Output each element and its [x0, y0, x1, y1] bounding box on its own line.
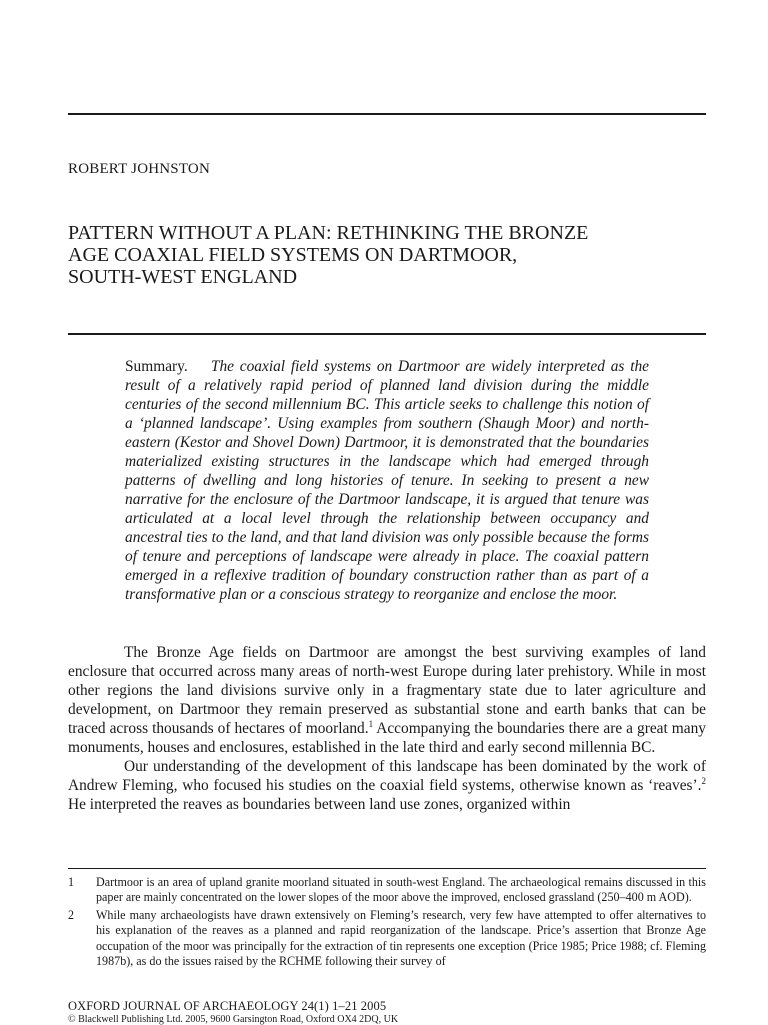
- body-text-run: Accompanying the boundaries there are a great many monuments, houses and enclosures, established in the late third and early second millennia BC.: [68, 720, 706, 756]
- article-title: [68, 222, 708, 288]
- footnote-rule: [68, 868, 706, 869]
- footnote-number: 2: [68, 907, 75, 922]
- body-paragraph: [68, 643, 706, 757]
- body-text-run: He interpreted the reaves as boundaries between land use zones, organized within: [68, 796, 571, 813]
- footnote-ref: 1: [368, 718, 374, 729]
- summary-abstract: [125, 357, 649, 604]
- footnote-number: 1: [68, 875, 75, 889]
- journal-citation: OXFORD JOURNAL OF ARCHAEOLOGY 24(1) 1–21 2005: [68, 999, 387, 1013]
- title-line: PATTERN WITHOUT A PLAN: RETHINKING THE BRONZE: [68, 222, 589, 244]
- body-text-run: The Bronze Age fields on Dartmoor are amongst the best surviving examples of land enclosure that occurred across many areas of north-west Europe during later prehistory. While in most other regions the land divisions survive only in a fragmentary state due to later agriculture and development, on Dartmoor they remain preserved as substantial stone and earth banks that can be traced across thousands of hectares of moorland.: [68, 644, 706, 737]
- publisher-line: © Blackwell Publishing Ltd. 2005, 9600 Garsington Road, Oxford OX4 2DQ, UK: [68, 1014, 399, 1025]
- footnote: [68, 875, 706, 906]
- title-line: AGE COAXIAL FIELD SYSTEMS ON DARTMOOR,: [68, 244, 518, 266]
- top-rule: [68, 113, 706, 115]
- title-rule: [68, 333, 706, 335]
- summary-text: The coaxial field systems on Dartmoor are widely interpreted as the result of a relatively rapid period of planned land division during the middle centuries of the second millennium BC. This article seeks to challenge this notion of a ‘planned landscape’. Using examples from southern (Shaugh Moor) and north-eastern (Kestor and Shovel Down) Dartmoor, it is demonstrated that the boundaries materialized existing structures in the landscape which had emerged through patterns of dwelling and long histories of tenure. In seeking to present a new narrative for the enclosure of the Dartmoor landscape, it is argued that tenure was articulated at a local level through the relationship between occupancy and ancestral ties to the land, and that land division was only possible because the forms of tenure and perceptions of landscape were already in place. The coaxial pattern emerged in a reflexive tradition of boundary construction rather than as part of a transformative plan or a conscious strategy to reorganize and enclose the moor.: [125, 358, 649, 603]
- summary-label: Summary.: [125, 358, 188, 375]
- footnote-ref: 2: [701, 775, 706, 786]
- author-name: ROBERT JOHNSTON: [68, 161, 210, 177]
- footnote-text: Dartmoor is an area of upland granite moorland situated in south-west England. The archaeological remains discussed in this paper are mainly concentrated on the lower slopes of the moor above the improved, enclosed grassland (250–400 m AOD).: [96, 875, 706, 905]
- body-paragraph: [68, 757, 706, 814]
- title-line: SOUTH-WEST ENGLAND: [68, 266, 298, 288]
- body-text-run: Our understanding of the development of this landscape has been dominated by the work of Andrew Fleming, who focused his studies on the coaxial field systems, otherwise known as ‘reaves’.: [68, 758, 706, 794]
- body-text: [68, 643, 706, 814]
- footnote-text: While many archaeologists have drawn extensively on Fleming’s research, very few have attempted to offer alternatives to his explanation of the reaves as a planned and rapid reorganization of the landscape. Price’s assertion that Bronze Age occupation of the moor was principally for the extraction of tin represents one exception (Price 1985; Price 1988; cf. Fleming 1987b), as do the issues raised by the RCHME following their survey of: [96, 907, 706, 969]
- footnote: [68, 908, 706, 970]
- footnotes: [68, 875, 706, 971]
